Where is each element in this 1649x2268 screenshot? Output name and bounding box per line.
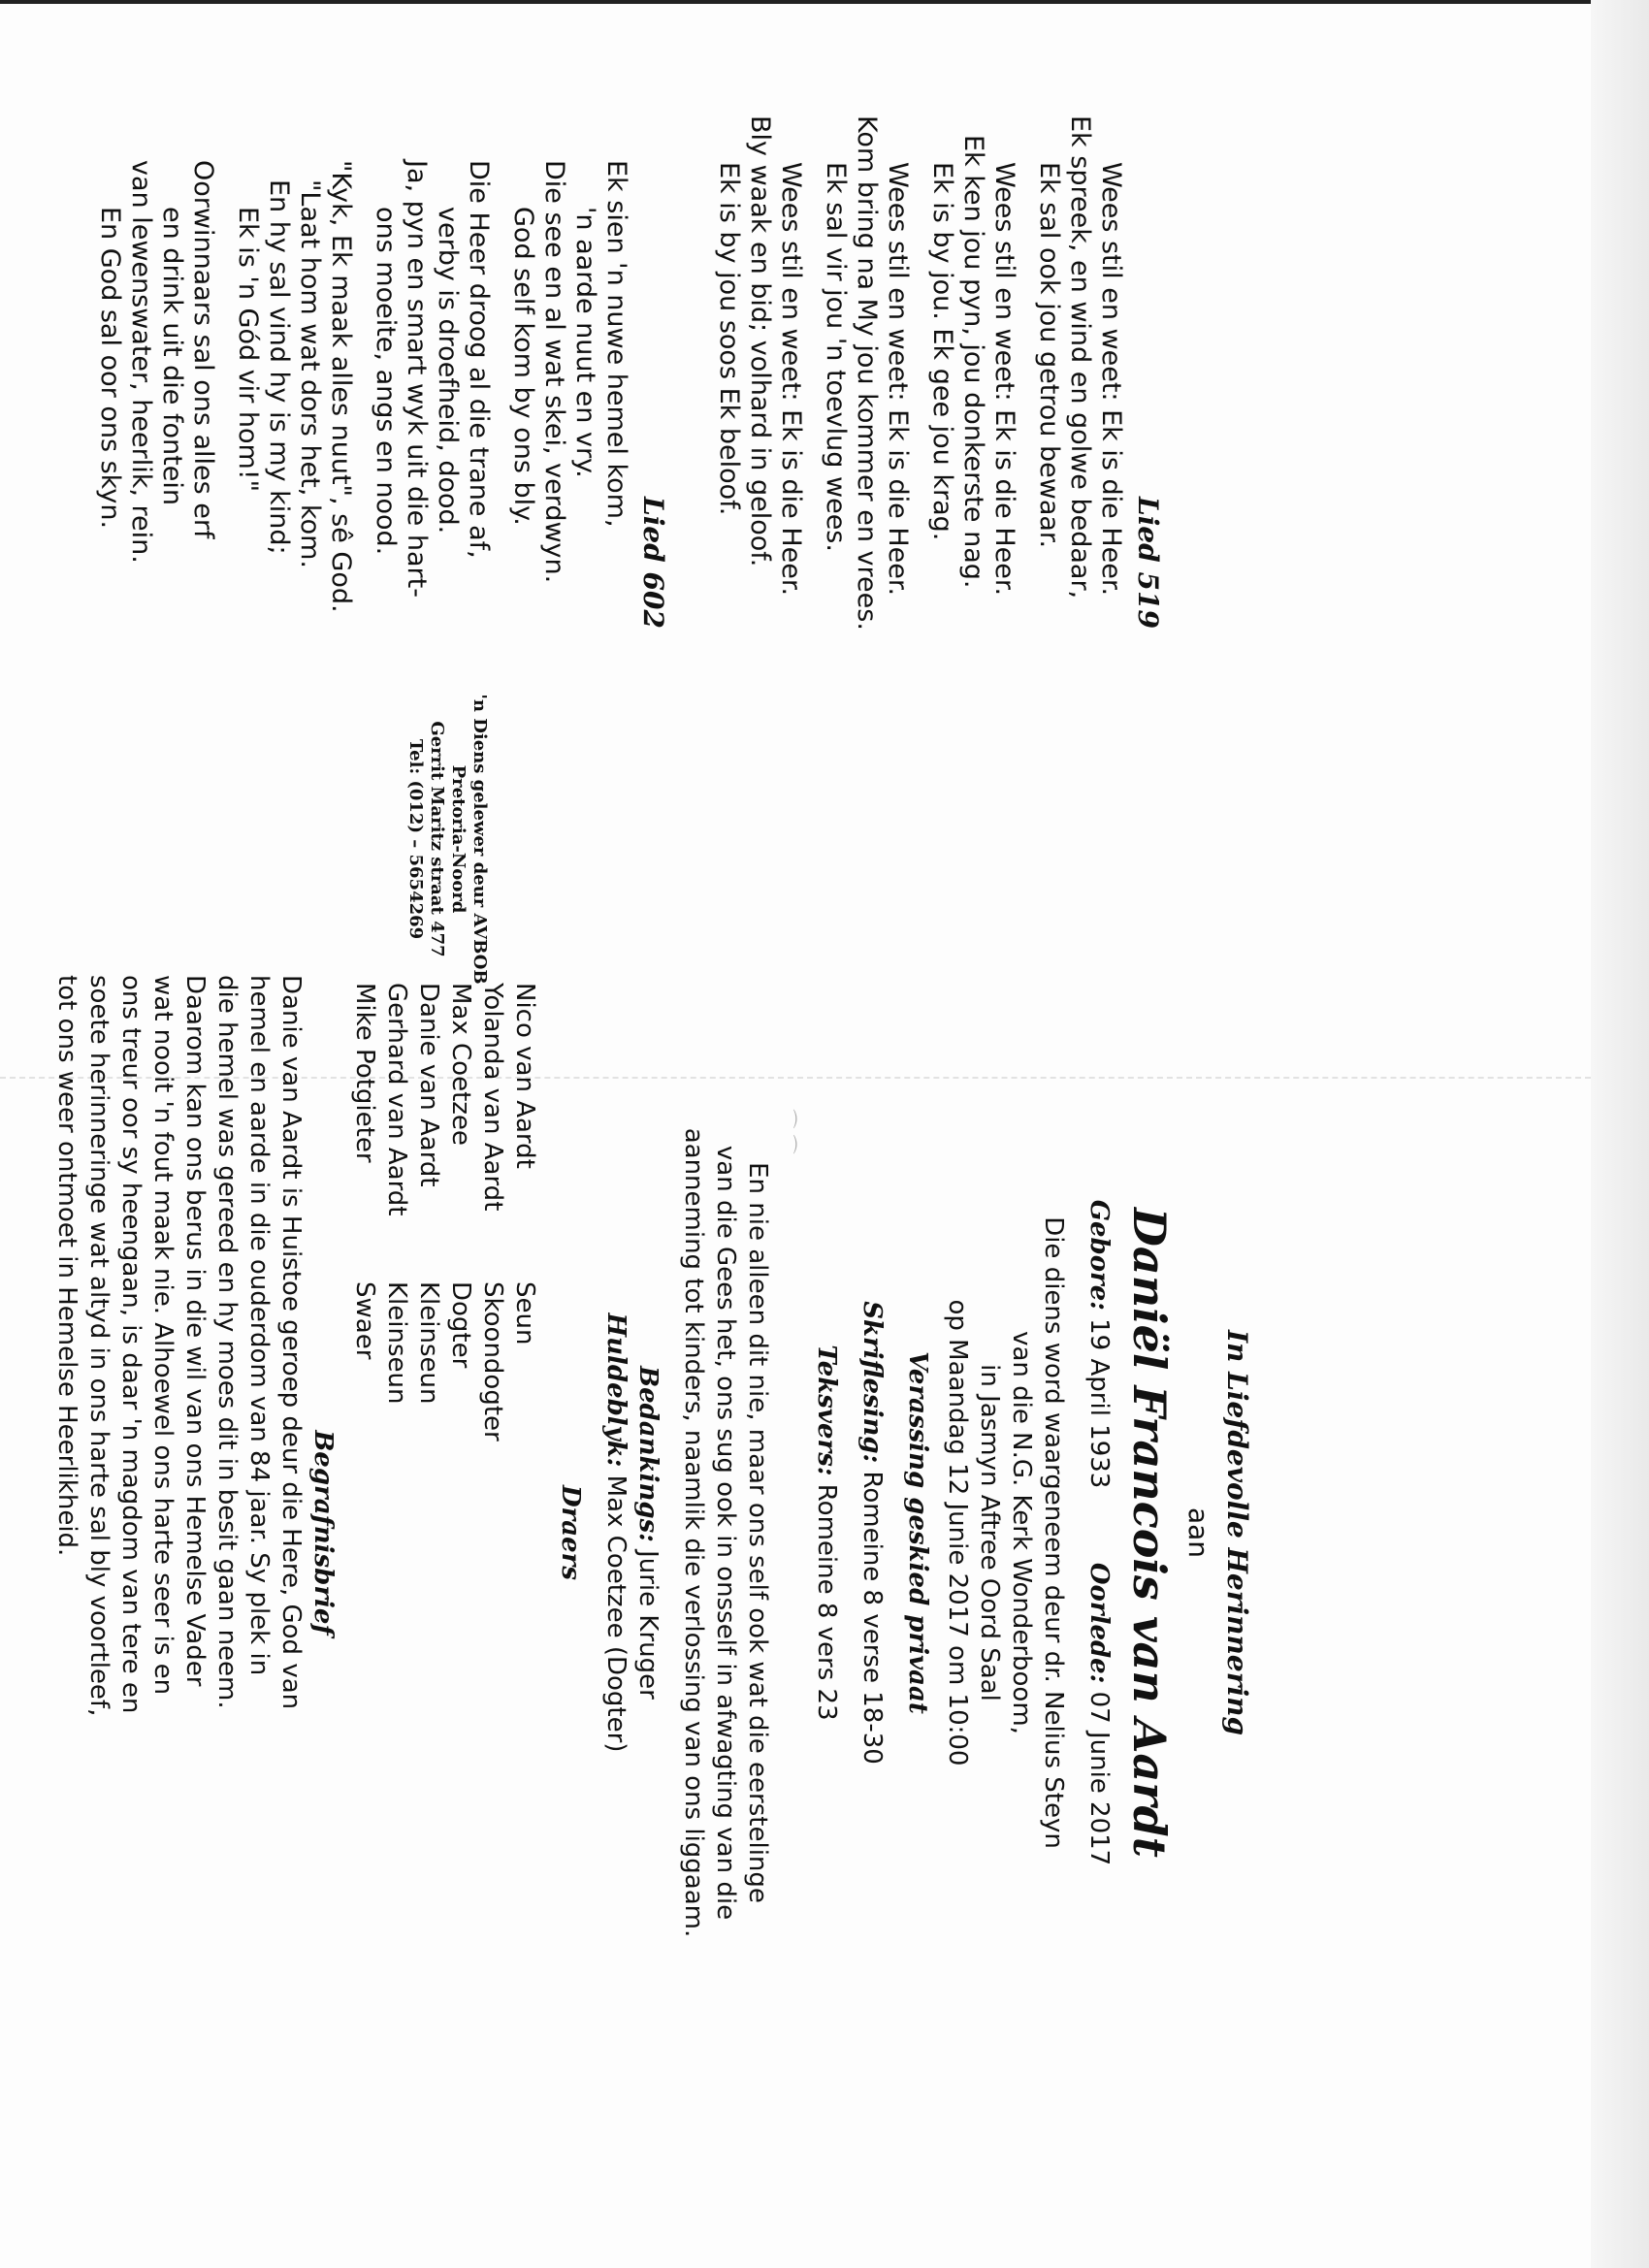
bearers-list [348,963,540,2110]
bearer-relation: Dogter [446,1281,475,1369]
bearer-name: Max Coetzee [446,983,475,1146]
scripture-reading [856,956,888,2110]
letter-line: hemel en aarde in die ouderdom van 84 jaar. Sy plek in [244,975,274,1676]
verse-line: Kom bring na My jou kommer en vrees. [852,115,882,631]
thanks [631,956,663,2110]
tribute [599,956,631,2110]
thanks-label: Bedankings: [633,1366,663,1542]
verse-line: Ek sal ook jou getrou bewaar. [1034,162,1064,549]
bearer-name: Mike Potgieter [350,983,379,1163]
scan-edge-top [0,0,1649,4]
service-line: van die N.G. Kerk Wonderboom, [1007,1331,1036,1734]
letter-heading: Begrafnisbrief [308,1430,338,1636]
verse-line: Ek is 'n Gód vir hom!" [233,207,263,493]
hymn-519-verse [926,115,1019,1043]
bearer-row [476,983,508,2110]
memorial-heading: In Liefdevolle Herinnering [1221,1329,1253,1736]
bearer-name: Nico van Aardt [510,983,539,1169]
bearer-row [444,983,476,2110]
letter-line: soete herinneringe wat altyd in ons harte sal bly voortleef, [84,975,113,1717]
memorial-aan: aan [1182,1507,1214,1559]
verse-line: Oorwinnaars sal ons alles erf [188,160,218,539]
letter-line: tot ons weer ontmoet in Hemelse Heerlikheid. [52,975,81,1557]
letter-line: die hemel was gereed en hy moes dit in besit gaan neem. [212,975,242,1709]
letter-line: Daarom kan ons berus in die wil van ons Hemelse Vader [180,975,210,1687]
funeral-letter [50,956,307,2110]
funeral-home-credit [404,684,490,994]
quote-line: aanneming tot kinders, naamlik die verlossing van ons liggaam. [679,1127,708,1938]
bearer-row [348,983,380,2110]
hymn-602-verse [94,160,218,1043]
verse-line: Ek is by jou soos Ek beloof. [714,162,744,516]
verse-line: Wees stil en weet: Ek is die Heer. [883,162,913,597]
hymn-602-title: Lied 602 [637,497,669,629]
hymn-519-verse [713,115,806,1043]
born-date: 19 April 1933 [1084,1318,1114,1489]
bearer-row [412,983,444,2110]
verse-line: 'n aarde nuut en vry. [570,207,600,478]
verse-line: Die Heer droog al die trane af, [464,160,494,559]
bearer-name: Gerhard van Aardt [382,983,411,1216]
verse-line: Wees stil en weet: Ek is die Heer. [1096,162,1126,597]
verse-line: Bly waak en bid; volhard in geloof. [745,115,775,567]
hymn-519-title: Lied 519 [1132,497,1164,629]
tribute-name: Max Coetzee (Dogter) [601,1474,630,1753]
born-label: Gebore: [1084,1199,1114,1311]
dates [1083,956,1115,2110]
verse-line: Ek sal vir jou 'n toevlug wees. [821,162,851,552]
hymn-519 [713,115,1126,1043]
programme-page [52,956,1256,2110]
verse-line: Ek spreek, en wind en golwe bedaar, [1065,115,1095,599]
text-ref: Romeine 8 vers 23 [812,1483,841,1721]
bearer-row [508,983,540,2110]
bearer-name: Yolanda van Aardt [478,983,507,1212]
verse-line: Wees stil en weet: Ek is die Heer. [776,162,806,597]
private-note: Verassing geskied privaat [903,1351,932,1714]
letter-line: ons treur oor sy heengaan, is daar 'n magdom van tere en [116,975,146,1714]
quote-line: En nie alleen dit nie, maar ons self ook wat die eerstelinge [743,1162,772,1903]
verse-line: verby is droefheid, dood. [433,207,463,535]
hymns-page [95,82,1169,1043]
verse-line: En hy sal vind hy is my kind; [264,179,294,555]
bearer-relation: Kleinseun [382,1281,411,1405]
credit-line: Tel: (012) – 5654269 [405,738,426,940]
quote-line: van die Gees het, ons sug ook in onsself in afwagting van die [711,1145,740,1921]
credit-line: 'n Diens gelewer deur AVBOB Pretoria-Noord [448,694,490,985]
hymn-602-verse [232,160,356,1043]
scan-edge-right [1591,0,1649,2268]
verse-line: en drink uit die fontein [157,207,187,505]
hymn-602 [94,160,631,1043]
staple-mark: ⌒ ⌒ [775,1109,799,1154]
thanks-name: Jurie Kruger [633,1550,663,1700]
letter-line: wat nooit 'n fout maak nie. Alhoewel ons harte seer is en [148,975,178,1696]
verse-line: "Laat hom wat dors het, kom. [295,179,325,568]
reading-label: Skriflesing: [857,1301,887,1464]
text-verse [810,956,842,2110]
verse-line: Ek sien 'n nuwe hemel kom, [601,160,631,528]
died-label: Oorlede: [1084,1562,1114,1684]
verse-line: "Kyk, Ek maak alles nuut", sê God. [326,160,356,613]
service-line: op Maandag 12 Junie 2017 om 10:00 [943,1299,972,1766]
bearer-relation: Skoondogter [478,1281,507,1442]
hymn-519-verse [820,115,913,1043]
text-label: Teksvers: [812,1345,841,1476]
deceased-name: Daniël Francois van Aardt [1123,1208,1176,1858]
bearer-relation: Seun [510,1281,539,1345]
service-line: Die diens word waargeneem deur dr. Nelius Steyn [1039,1216,1068,1849]
verse-line: God self kom by ons bly. [508,207,538,526]
verse-line: Ek is by jou. Ek gee jou krag. [927,162,957,541]
verse-line: ons moeite, angs en nood. [371,207,401,556]
verse-line: En God sal oor ons skyn. [95,207,125,530]
verse-line: van lewenswater, heerlik, rein. [126,160,156,564]
died-date: 07 Junie 2017 [1084,1691,1114,1866]
tribute-label: Huldeblyk: [601,1312,630,1468]
letter-line: Danie van Aardt is Huistoe geroep deur die Here, God van [276,975,306,1710]
reading-ref: Romeine 8 verse 18-30 [857,1471,887,1765]
bearer-row [380,983,412,2110]
bearers-heading: Draers [556,1485,585,1580]
verse-line: Die see en al wat skei, verdwyn. [539,160,569,584]
verse-line: Ek ken jou pyn, jou donkerste nag. [958,135,988,589]
hymn-602-verse [507,160,631,1043]
bearer-name: Danie van Aardt [414,983,443,1187]
bearer-relation: Swaer [350,1281,379,1360]
hymn-519-verse [1033,115,1126,1043]
verse-line: Wees stil en weet: Ek is die Heer. [989,162,1019,597]
credit-line: Gerrit Maritz straat 477 [427,721,447,957]
bearer-relation: Kleinseun [414,1281,443,1405]
verse-line: Ja, pyn en smart wyk uit die hart- [402,160,432,598]
service-line: in Jasmyn Aftree Oord Saal [975,1364,1004,1701]
